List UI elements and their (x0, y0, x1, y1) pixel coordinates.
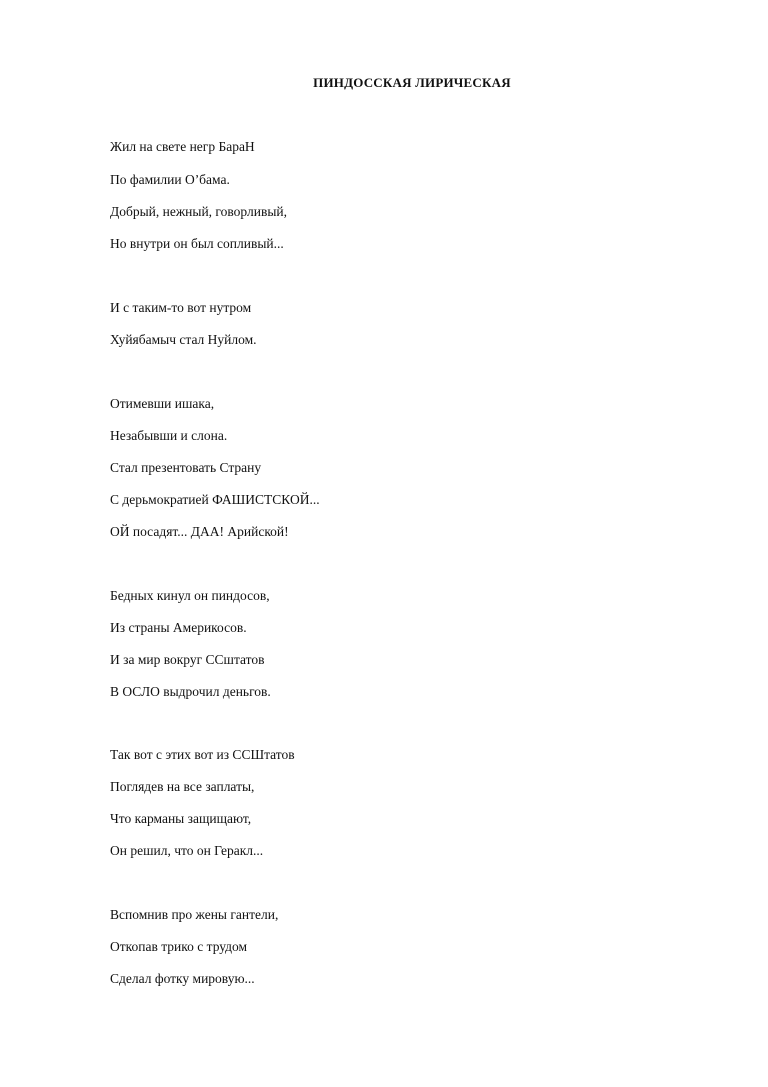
poem-line: Стал презентовать Страну (110, 460, 262, 475)
poem-line: Жил на свете негр БараН (110, 139, 255, 154)
poem-line: Что карманы защищают, (110, 811, 252, 826)
poem-line: Бедных кинул он пиндосов, (110, 588, 270, 603)
poem-line: Так вот с этих вот из ССШтатов (110, 747, 295, 762)
poem-line: По фамилии О’бама. (110, 172, 230, 187)
poem-line: Добрый, нежный, говорливый, (110, 204, 287, 219)
poem-line: Сделал фотку мировую... (110, 971, 255, 986)
poem-line: Поглядев на все заплаты, (110, 779, 255, 794)
poem-line: ОЙ посадят... ДАА! Арийской! (110, 524, 289, 539)
poem-line: В ОСЛО выдрочил деньгов. (110, 684, 271, 699)
poem-line: Но внутри он был сопливый... (110, 236, 284, 251)
document-title: ПИНДОССКАЯ ЛИРИЧЕСКАЯ (313, 75, 511, 90)
poem-line: И с таким-то вот нутром (110, 300, 252, 315)
poem-line: Из страны Америкосов. (110, 620, 247, 635)
poem-line: Он решил, что он Геракл... (110, 843, 264, 858)
poem-line: Отимевши ишака, (110, 396, 215, 411)
poem-line: Хуйябамыч стал Нуйлом. (110, 332, 257, 347)
poem-line: Незабывши и слона. (110, 428, 228, 443)
poem-line: Вспомнив про жены гантели, (110, 907, 279, 922)
poem-line: И за мир вокруг ССштатов (110, 652, 265, 667)
poem-line: С дерьмократией ФАШИСТСКОЙ... (110, 492, 320, 507)
poem-line: Откопав трико с трудом (110, 939, 248, 954)
